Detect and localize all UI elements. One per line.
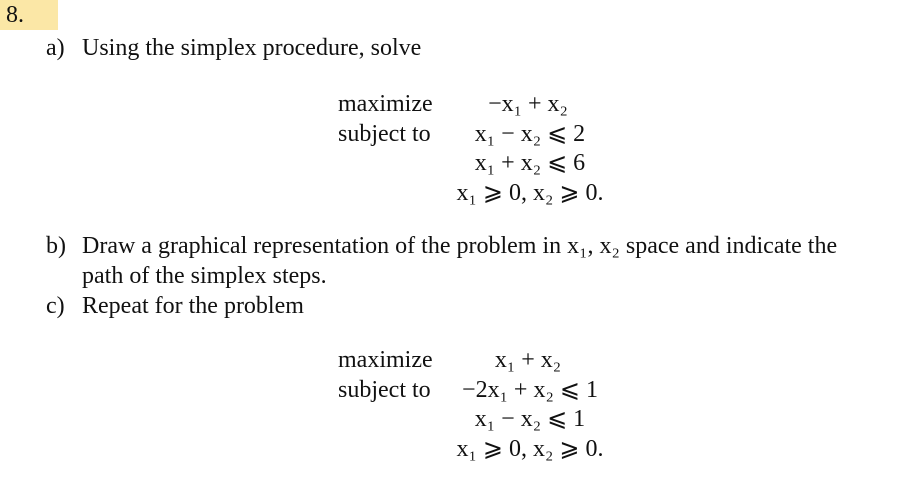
part-a-text: Using the simplex procedure, solve bbox=[82, 35, 422, 61]
lp2-constraint-2: x₁ − x₂ ⩽ 1 bbox=[474, 406, 586, 432]
part-b-text-line1: Draw a graphical representation of the problem in x₁, x₂ space and indicate the bbox=[82, 233, 838, 259]
lp2-constraint-1: −2x₁ + x₂ ⩽ 1 bbox=[462, 377, 598, 403]
part-c bbox=[46, 291, 304, 321]
part-c-label: c) bbox=[46, 293, 65, 319]
lp2-constraints-label: subject to bbox=[338, 377, 431, 403]
lp1-constraint-1: x₁ − x₂ ⩽ 2 bbox=[474, 121, 586, 147]
lp2-objective: x₁ + x₂ bbox=[494, 347, 562, 373]
problem-number: 8. bbox=[0, 0, 58, 30]
part-a-label: a) bbox=[46, 35, 65, 61]
lp1-objective-label: maximize bbox=[338, 91, 433, 117]
part-c-text: Repeat for the problem bbox=[82, 293, 304, 319]
part-a bbox=[46, 33, 421, 63]
part-b-label: b) bbox=[46, 233, 66, 259]
lp2-objective-label: maximize bbox=[338, 347, 433, 373]
part-b-text-line2: path of the simplex steps. bbox=[82, 263, 327, 289]
lp1-constraint-2: x₁ + x₂ ⩽ 6 bbox=[474, 150, 586, 176]
lp2-nonnegativity: x₁ ⩾ 0, x₂ ⩾ 0. bbox=[456, 436, 604, 462]
lp1-constraints-label: subject to bbox=[338, 121, 431, 147]
lp1-nonnegativity: x₁ ⩾ 0, x₂ ⩾ 0. bbox=[456, 180, 604, 206]
lp1-objective: −x₁ + x₂ bbox=[488, 91, 568, 117]
part-b bbox=[46, 231, 837, 261]
